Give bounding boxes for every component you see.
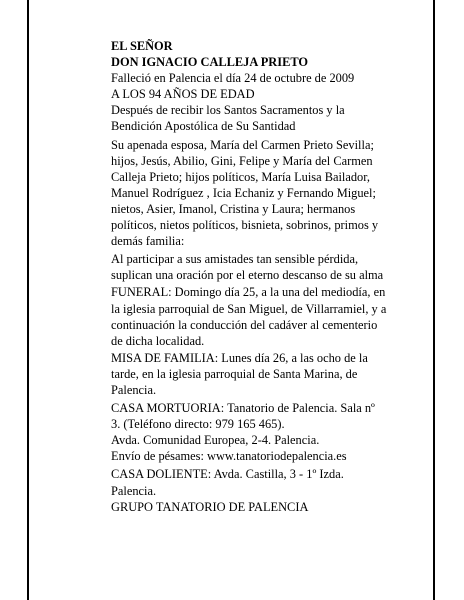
obituary-notice — [111, 38, 429, 515]
family-mass-line: MISA DE FAMILIA: Lunes día 26, a las ocho de la — [111, 350, 368, 365]
funeral-line: de dicha localidad. — [111, 333, 205, 348]
funeral-group-name: GRUPO TANATORIO DE PALENCIA — [111, 499, 309, 514]
funeral-line: continuación la conducción del cadáver al cementerio — [111, 317, 378, 332]
family-line: demás familia: — [111, 234, 185, 249]
mourning-house-paragraph — [111, 466, 429, 498]
family-line: nietos, Asier, Imanol, Cristina y Laura; hermanos — [111, 201, 356, 216]
prayer-request-line: suplican una oración por el eterno descanso de su alma — [111, 268, 384, 283]
prayer-request-line: Al participar a sus amistades tan sensible pérdida, — [111, 252, 359, 267]
heading-name: DON IGNACIO CALLEJA PRIETO — [111, 55, 309, 70]
family-line: Manuel Rodríguez , Icia Echaniz y Fernando Miguel; — [111, 185, 376, 200]
sacraments-line-1: Después de recibir los Santos Sacramentos y la — [111, 103, 345, 118]
funeral-home-paragraph — [111, 400, 429, 432]
family-line: Calleja Prieto; hijos políticos, María Luisa Bailador, — [111, 169, 370, 184]
funeral-line: la iglesia parroquial de San Miguel, de Villarramiel, y a — [111, 301, 387, 316]
family-mass-paragraph — [111, 350, 429, 398]
age-text: A LOS 94 AÑOS DE EDAD — [111, 87, 255, 102]
family-line: políticos, nietos políticos, bisnieta, sobrinos, primos y — [111, 218, 379, 233]
funeral-home-address: Avda. Comunidad Europea, 2-4. Palencia. — [111, 433, 320, 448]
sacraments-line-2: Bendición Apostólica de Su Santidad — [111, 119, 296, 134]
funeral-home-line: 3. (Teléfono directo: 979 165 465). — [111, 417, 285, 432]
mourning-house-line: CASA DOLIENTE: Avda. Castilla, 3 - 1º Izda. — [111, 467, 344, 482]
mourning-house-line: Palencia. — [111, 483, 157, 498]
funeral-home-line: CASA MORTUORIA: Tanatorio de Palencia. Sala nº — [111, 401, 375, 416]
funeral-paragraph — [111, 284, 429, 348]
condolences-website: Envío de pésames: www.tanatoriodepalencia.es — [111, 449, 347, 464]
family-mass-line: tarde, en la iglesia parroquial de Santa Marina, de — [111, 366, 358, 381]
heading-title: EL SEÑOR — [111, 39, 173, 53]
family-mass-line: Palencia. — [111, 382, 157, 397]
family-line: Su apenada esposa, María del Carmen Prieto Sevilla; — [111, 137, 374, 152]
family-paragraph — [111, 137, 429, 250]
funeral-line: FUNERAL: Domingo día 25, a la una del mediodía, en — [111, 285, 386, 300]
death-date-text: Falleció en Palencia el día 24 de octubre de 2009 — [111, 71, 355, 86]
prayer-request-paragraph — [111, 251, 429, 283]
family-line: hijos, Jesús, Abilio, Gini, Felipe y María del Carmen — [111, 153, 373, 168]
right-border-line — [433, 0, 435, 600]
left-border-line — [27, 0, 29, 600]
